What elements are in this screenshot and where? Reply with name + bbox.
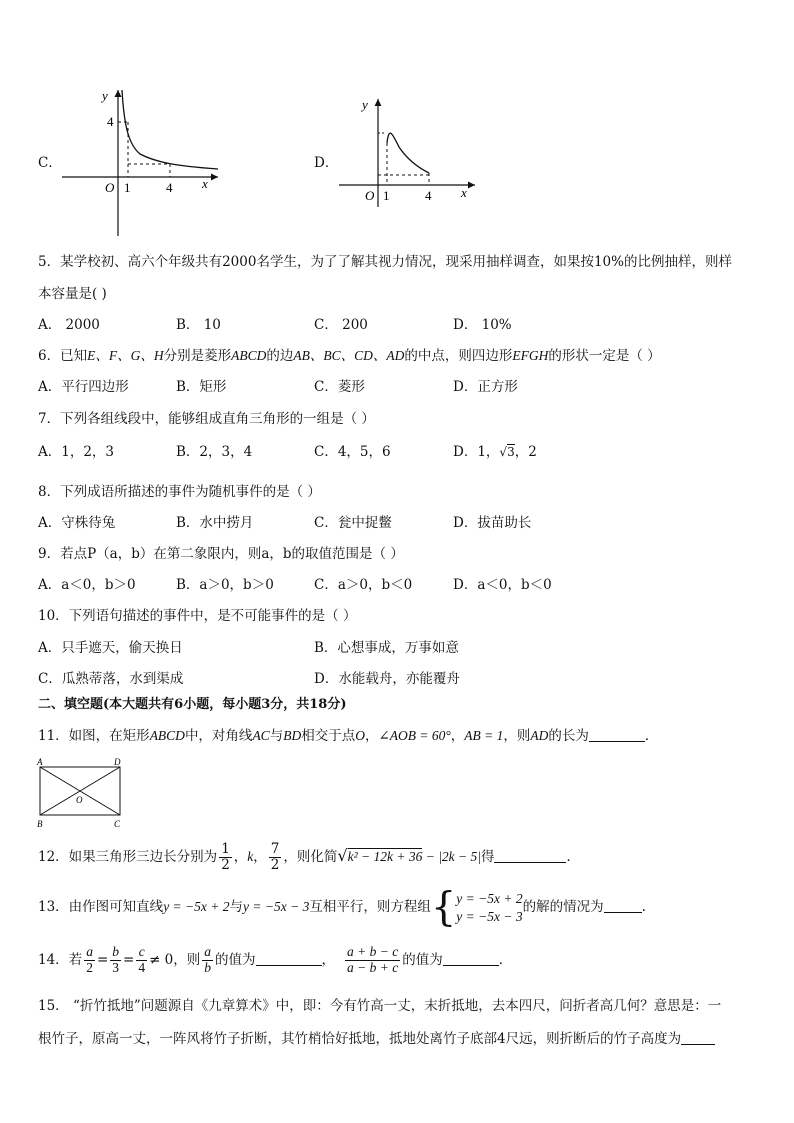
graph-d-curve (387, 133, 429, 173)
radicand: k² − 12k + 36 (347, 849, 423, 864)
q7-option-d[interactable]: D．1，√3，2 (453, 444, 537, 460)
q7-option-b[interactable]: B．2，3，4 (176, 444, 253, 460)
graph-c-origin: O (105, 180, 115, 195)
q8-option-b[interactable]: B．水中捞月 (176, 515, 254, 531)
q15-line2: 根竹子，原高一丈，一阵风将竹子折断，其竹梢恰好抵地，抵地处离竹子底部4尺远，则折断后的竹子高度为 (38, 1027, 715, 1047)
svg-text:O: O (76, 795, 83, 805)
q9-stem: 9．若点P（a，b）在第二象限内，则a，b的取值范围是（ ） (38, 546, 404, 562)
q8-option-d[interactable]: D．拔苗助长 (453, 515, 532, 531)
q6-option-c[interactable]: C．菱形 (314, 379, 365, 395)
fraction-expression: $\frac{a + b - c}{a - b + c}$ (347, 944, 399, 975)
q10-option-c[interactable]: C．瓜熟蒂落，水到渠成 (38, 671, 184, 687)
q6-stem: 6．已知E、F、G、H分别是菱形ABCD的边AB、BC、CD、AD的中点，则四边形EFGH的形状一定是（ ） (38, 348, 661, 364)
q13-answer-blank[interactable] (604, 898, 642, 913)
q11-rectangle-figure (34, 757, 130, 831)
q14-answer-blank-1[interactable] (256, 951, 322, 966)
svg-text:B: B (37, 819, 43, 829)
graph-c (60, 84, 225, 239)
section-2-heading: 二、填空题(本大题共有6小题，每小题3分，共18分) (38, 697, 347, 712)
q9-option-d[interactable]: D．a＜0，b＜0 (453, 577, 552, 593)
q9-option-c[interactable]: C．a＞0，b＜0 (314, 577, 413, 593)
radicand: 3 (507, 445, 515, 459)
graph-d-tick-1: 1 (383, 188, 390, 203)
svg-text:C: C (114, 819, 121, 829)
fraction-c-over-4: $\frac{c}{4}$ (138, 944, 146, 975)
svg-text:D: D (114, 757, 121, 767)
q7-option-a[interactable]: A．1，2，3 (38, 444, 115, 460)
graph-c-curve (122, 90, 218, 169)
q9-option-a[interactable]: A．a＜0，b＞0 (38, 577, 136, 593)
q5-line1: 5．某学校初、高六个年级共有2000名学生，为了了解其视力情况，现采用抽样调查，如果按10%的比例抽样，则样 (38, 254, 732, 270)
q13-stem: 13．由作图可知直线y = −5x + 2与y = −5x − 3互相平行，则方程组{ y = −5x + 2 y = −5x − 3 的解的情况为 . (38, 884, 646, 931)
q12-stem: 12．如果三角形三边长分别为 $\frac{1}{2}$ ，k， $\frac{7}{2}$ ，则化简√k² − 12k + 36 − |2k − 5|得 ． (38, 841, 580, 873)
q8-option-a[interactable]: A．守株待兔 (38, 515, 116, 531)
q6-option-a[interactable]: A．平行四边形 (38, 379, 129, 395)
q7-option-c[interactable]: C．4，5，6 (314, 444, 391, 460)
q5-option-b[interactable]: B． 10 (176, 317, 221, 333)
q8-option-c[interactable]: C．瓮中捉鳖 (314, 515, 392, 531)
q15-answer-blank[interactable] (681, 1030, 715, 1045)
graph-d-tick-4x: 4 (425, 188, 432, 203)
q5-option-a[interactable]: A． 2000 (38, 317, 100, 333)
sqrt-symbol: √ (337, 846, 348, 865)
q7-stem: 7．下列各组线段中，能够组成直角三角形的一组是（ ） (38, 411, 375, 427)
q11-stem: 11．如图，在矩形ABCD中，对角线AC与BD相交于点O，∠AOB = 60°，AB = 1，则AD的长为 ． (38, 728, 659, 744)
graph-c-y-label: y (102, 88, 108, 103)
q5-line2: 本容量是( ) (38, 286, 107, 302)
q15-line1: 15． “折竹抵地”问题源自《九章算术》中，即：今有竹高一丈，末折抵地，去本四尺，问折者高几何？意思是：一 (38, 998, 722, 1014)
q14-stem: 14．若 $\frac{a}{2}$ = $\frac{b}{3}$ = $\frac{c}{4}$ ≠ 0，则 $\frac{a}{b}$ 的值为 ， $\frac{a + b - c}{a - b + c}$ 的值为 ． (38, 944, 513, 975)
svg-text:A: A (37, 757, 43, 767)
q10-stem: 10．下列语句描述的事件中，是不可能事件的是（ ） (38, 608, 357, 624)
graph-d-origin: O (365, 188, 375, 203)
q9-option-b[interactable]: B．a＞0，b＞0 (176, 577, 274, 593)
graph-d (335, 95, 480, 210)
q10-option-b[interactable]: B．心想事成，万事如意 (314, 640, 459, 656)
graph-c-tick-4y: 4 (107, 114, 114, 129)
graph-d-label: D． (314, 155, 339, 171)
graph-c-x-label: x (202, 176, 208, 191)
q10-option-a[interactable]: A．只手遮天，偷天换日 (38, 640, 183, 656)
q5-option-c[interactable]: C． 200 (314, 317, 368, 333)
graph-d-y-label: y (362, 97, 368, 112)
fraction-a-over-2: $\frac{a}{2}$ (86, 944, 93, 975)
graph-c-tick-1: 1 (124, 180, 131, 195)
fraction-one-half: $\frac{1}{2}$ (221, 841, 230, 873)
sqrt-symbol: √ (499, 445, 508, 459)
q8-stem: 8．下列成语所描述的事件为随机事件的是（ ） (38, 484, 321, 500)
graph-c-tick-4x: 4 (166, 180, 173, 195)
q10-option-d[interactable]: D．水能载舟，亦能覆舟 (314, 671, 460, 687)
q6-option-d[interactable]: D．正方形 (453, 379, 518, 395)
q14-answer-blank-2[interactable] (443, 951, 499, 966)
q12-answer-blank[interactable] (494, 848, 566, 863)
graph-d-x-label: x (461, 185, 467, 200)
fraction-seven-halves: $\frac{7}{2}$ (270, 841, 280, 873)
system-brace: { (430, 884, 457, 931)
fraction-b-over-3: $\frac{b}{3}$ (112, 944, 119, 975)
q11-answer-blank[interactable] (589, 727, 645, 742)
q6-option-b[interactable]: B．矩形 (176, 379, 227, 395)
fraction-a-over-b: $\frac{a}{b}$ (204, 944, 212, 975)
graph-c-label: C． (38, 155, 62, 171)
equation-system: y = −5x + 2 y = −5x − 3 (456, 890, 523, 924)
q5-option-d[interactable]: D． 10% (453, 317, 512, 333)
